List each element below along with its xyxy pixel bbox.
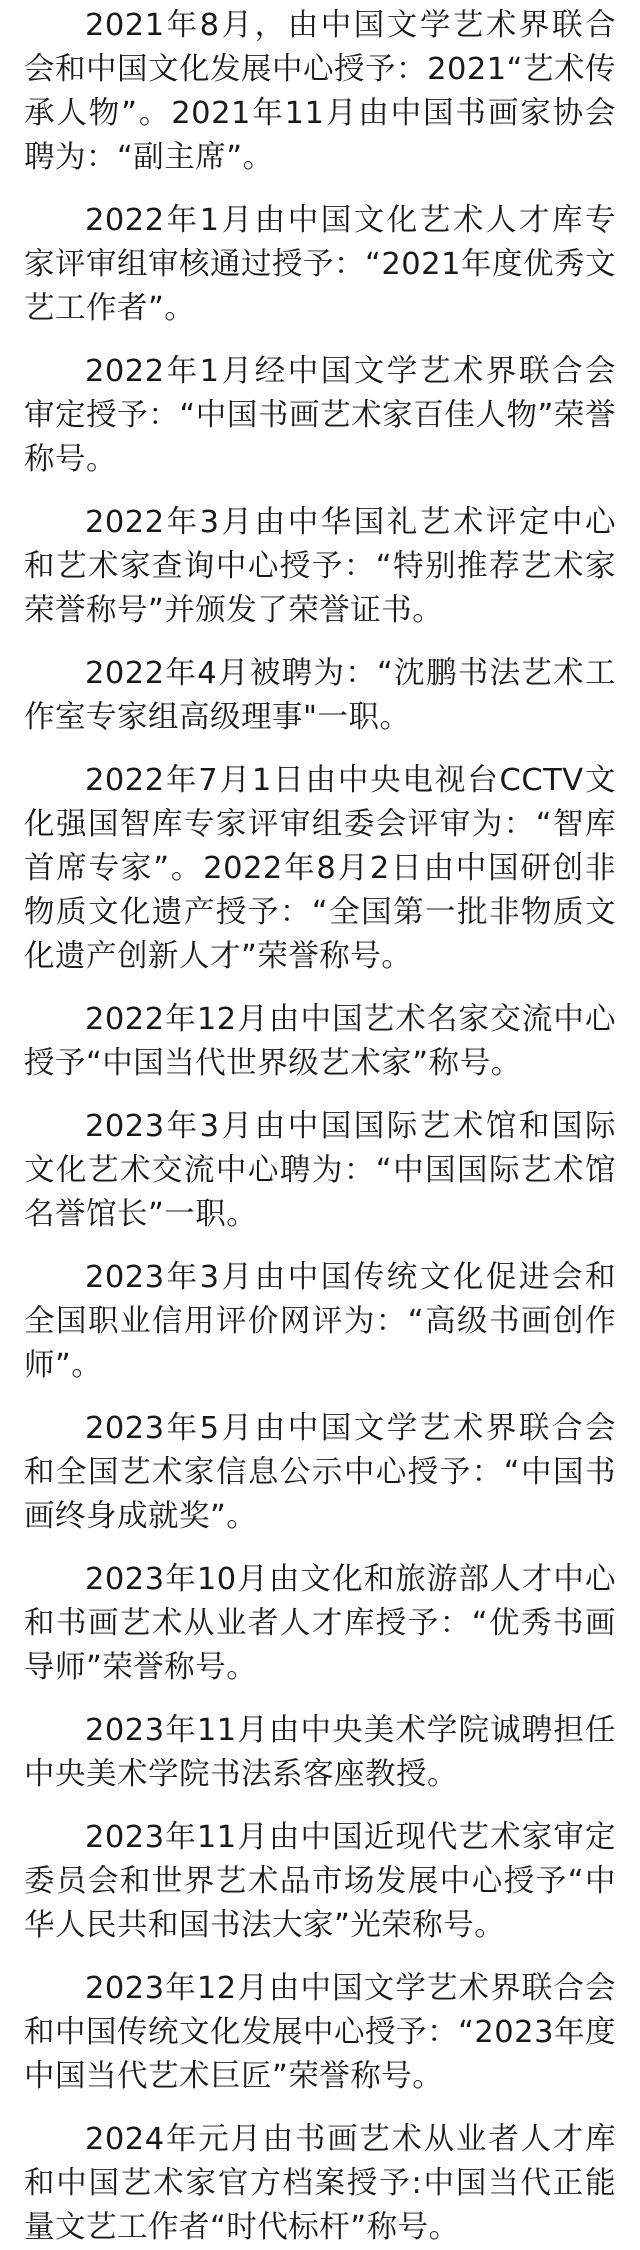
paragraph-2022-mar: 2022年3月由中华国礼艺术评定中心和艺术家查询中心授予：“特别推荐艺术家荣誉称号”并颁发了荣誉证书。 [24, 505, 616, 628]
paragraph-2023-oct: 2023年10月由文化和旅游部人才中心和书画艺术从业者人才库授予：“优秀书画导师”荣誉称号。 [24, 1562, 616, 1685]
paragraph-2021-aug: 2021年8月，由中国文学艺术界联合会和中国文化发展中心授予：2021“艺术传承人物”。2021年11月由中国书画家协会聘为：“副主席”。 [24, 8, 616, 175]
paragraph-2023-may: 2023年5月由中国文学艺术界联合会和全国艺术家信息公示中心授予：“中国书画终身成就奖”。 [24, 1411, 616, 1534]
paragraph-2022-dec: 2022年12月由中国艺术名家交流中心授予“中国当代世界级艺术家”称号。 [24, 1002, 616, 1081]
paragraph-2024-jan: 2024年元月由书画艺术从业者人才库和中国艺术家官方档案授予:中国当代正能量文艺工作者“时代标杆”称号。 [24, 2122, 616, 2245]
paragraph-2022-jan-a: 2022年1月由中国文化艺术人才库专家评审组审核通过授予：“2021年度优秀文艺工作者”。 [24, 203, 616, 326]
paragraph-2022-apr: 2022年4月被聘为：“沈鹏书法艺术工作室专家组高级理事"一职。 [24, 656, 616, 735]
paragraph-2023-mar-a: 2023年3月由中国国际艺术馆和国际文化艺术交流中心聘为：“中国国际艺术馆名誉馆长”一职。 [24, 1109, 616, 1232]
paragraph-2023-nov-a: 2023年11月由中央美术学院诚聘担任中央美术学院书法系客座教授。 [24, 1713, 616, 1792]
paragraph-2023-dec: 2023年12月由中国文学艺术界联合会和中国传统文化发展中心授予：“2023年度中国当代艺术巨匠”荣誉称号。 [24, 1971, 616, 2094]
paragraph-2022-jul: 2022年7月1日由中央电视台CCTV文化强国智库专家评审组委会评审为：“智库首席专家”。2022年8月2日由中国研创非物质文化遗产授予：“全国第一批非物质文化遗产创新人才”荣誉称号。 [24, 763, 616, 974]
paragraph-2022-jan-b: 2022年1月经中国文学艺术界联合会审定授予：“中国书画艺术家百佳人物”荣誉称号。 [24, 354, 616, 477]
paragraph-2023-nov-b: 2023年11月由中国近现代艺术家审定委员会和世界艺术品市场发展中心授予“中华人民共和国书法大家”光荣称号。 [24, 1820, 616, 1943]
paragraph-2023-mar-b: 2023年3月由中国传统文化促进会和全国职业信用评价网评为：“高级书画创作师”。 [24, 1260, 616, 1383]
